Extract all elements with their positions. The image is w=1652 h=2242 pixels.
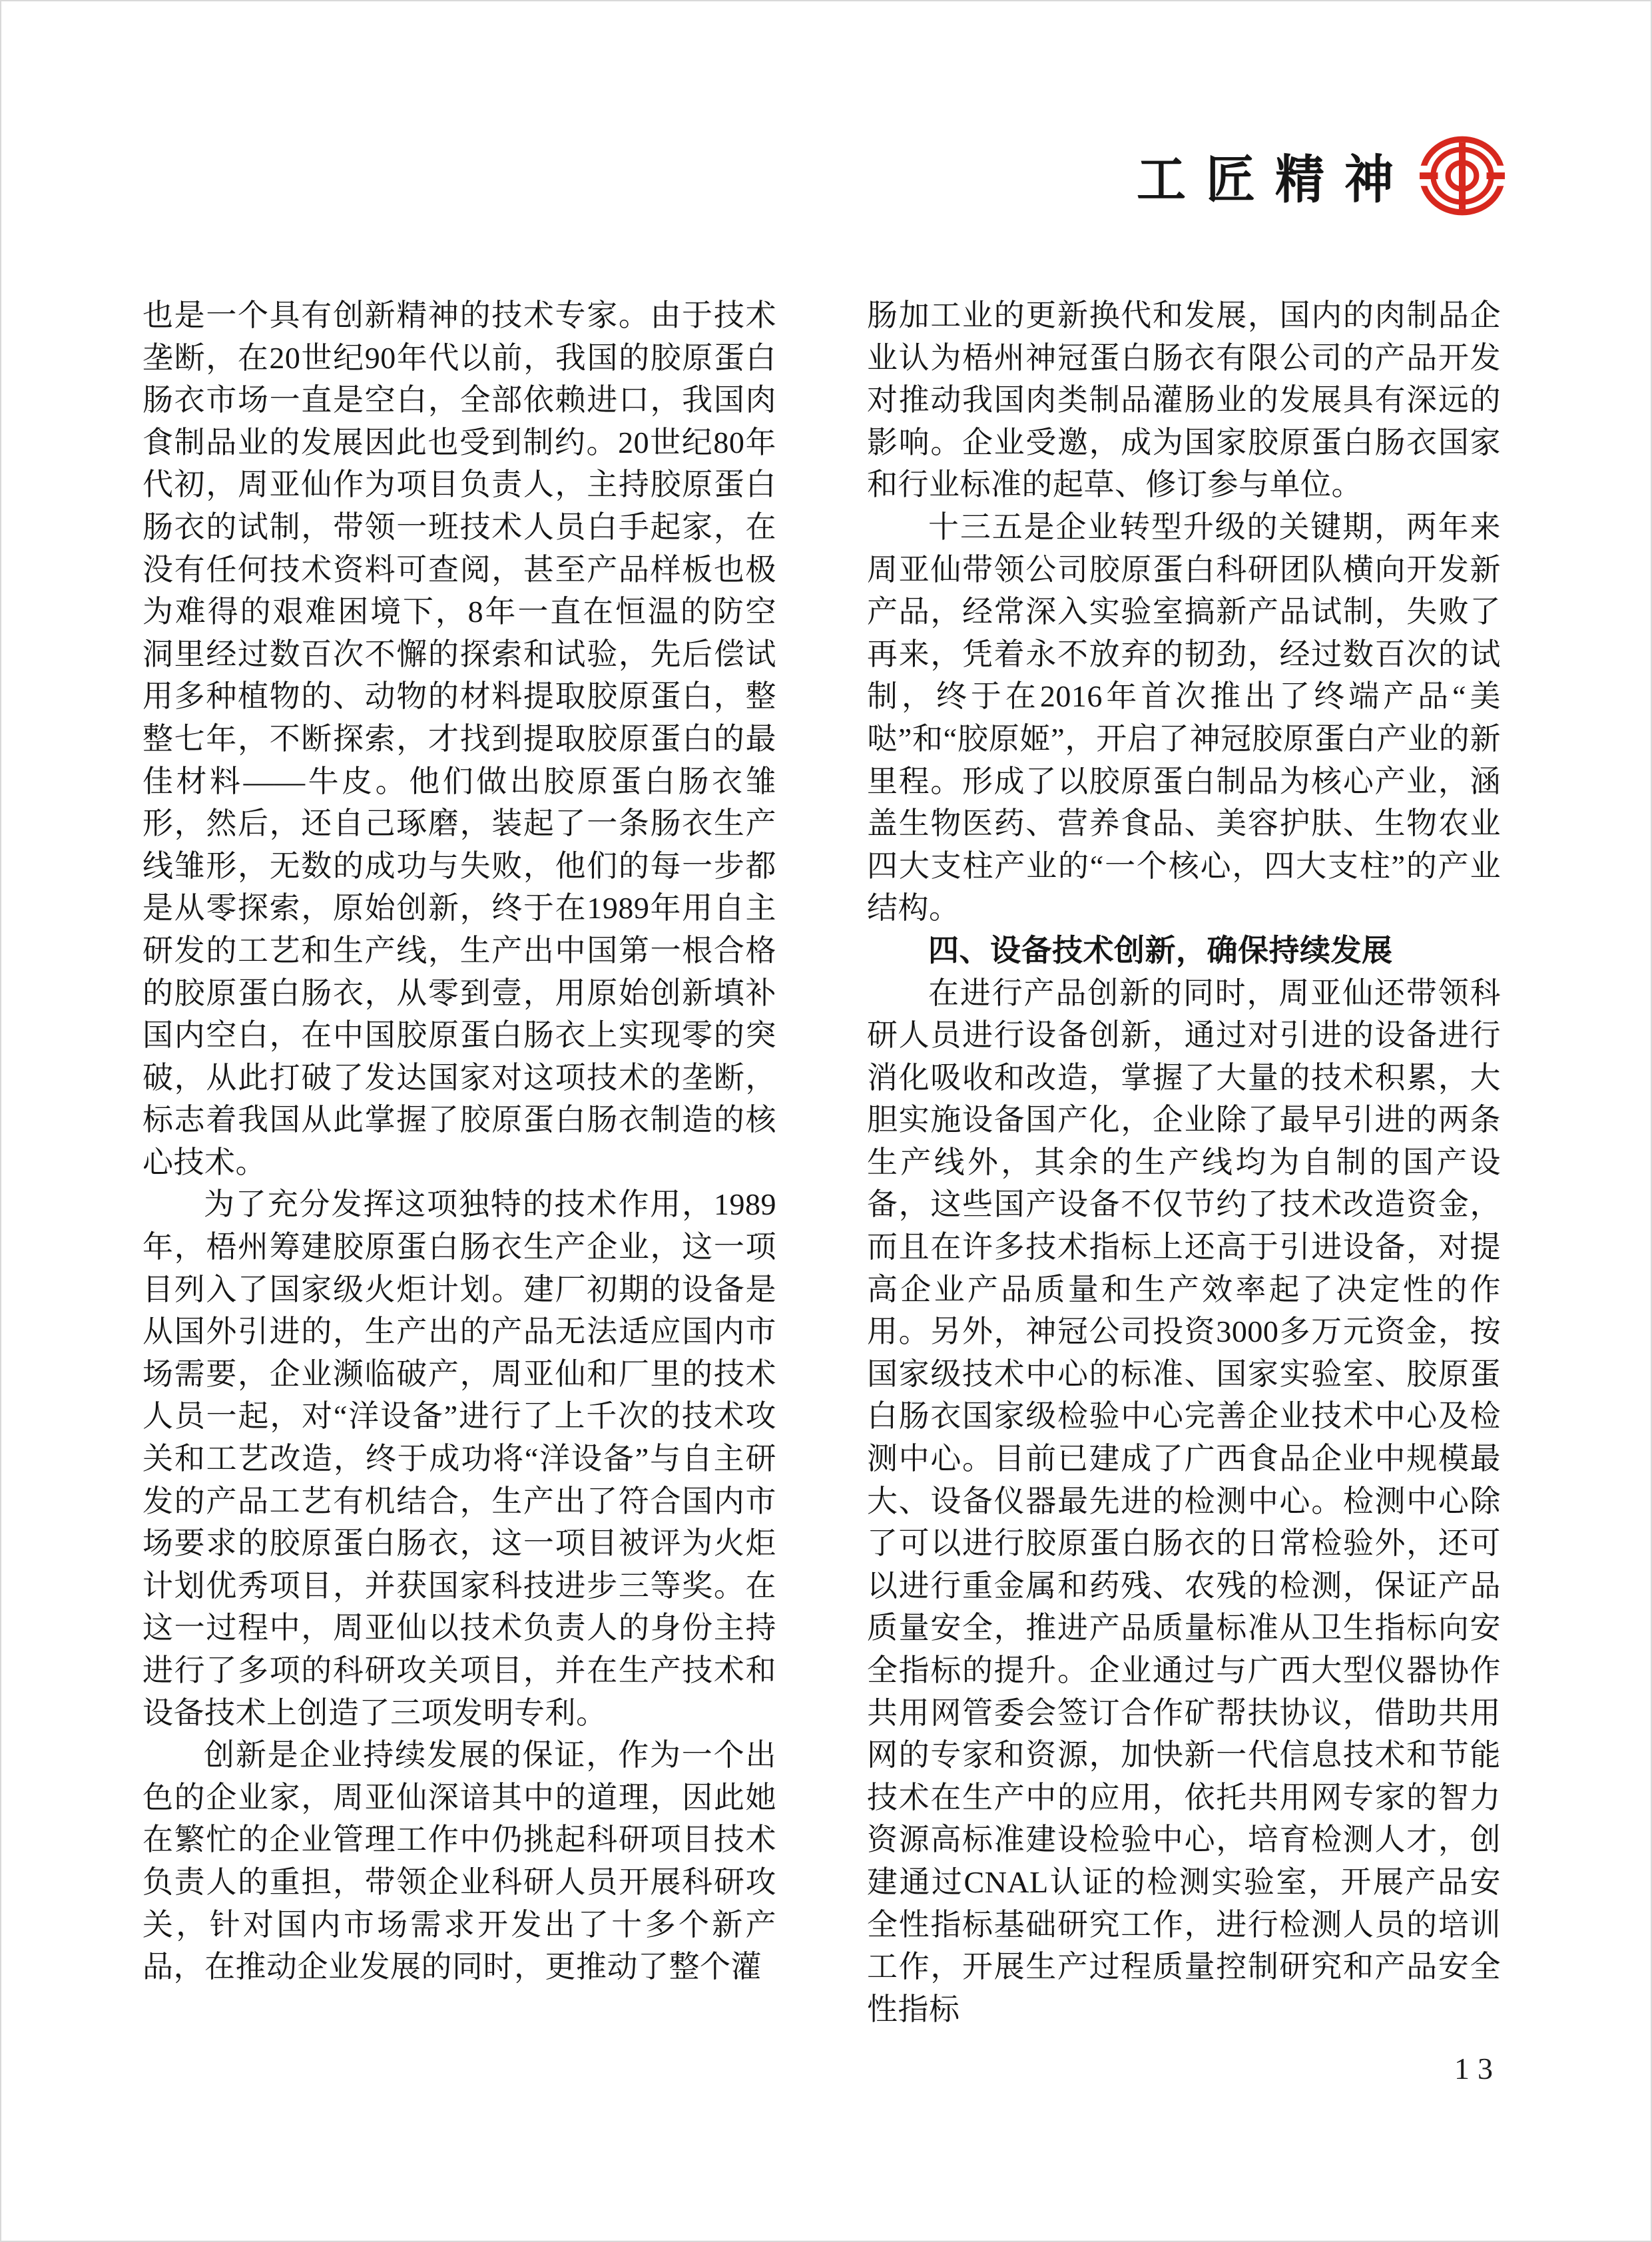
body-paragraph: 在进行产品创新的同时，周亚仙还带领科研人员进行设备创新，通过对引进的设备进行消化吸收和改造，掌握了大量的技术积累，大胆实施设备国产化，企业除了最早引进的两条生产线外，其余的生产线均为自制的国产设备，这些国产设备不仅节约了技术改造资金，而且在许多技术指标上还高于引进设备，对提高企业产品质量和生产效率起了决定性的作用。另外，神冠公司投资3000多万元资金，按国家级技术中心的标准、国家实验室、胶原蛋白肠衣国家级检验中心完善企业技术中心及检测中心。目前已建成了广西食品企业中规模最大、设备仪器最先进的检测中心。检测中心除了可以进行胶原蛋白肠衣的日常检验外，还可以进行重金属和药残、农残的检测，保证产品质量安全，推进产品质量标准从卫生指标向安全指标的提升。企业通过与广西大型仪器协作共用网管委会签订合作矿帮扶协议，借助共用网的专家和资源，加快新一代信息技术和节能技术在生产中的应用，依托共用网专家的智力资源高标准建设检验中心，培育检测人才，创建通过CNAL认证的检测实验室，开展产品安全性指标基础研究工作，进行检测人员的培训工作，开展生产过程质量控制研究和产品安全性指标 xyxy=(867,976,1501,2026)
trade-union-emblem-icon xyxy=(1418,135,1507,217)
page-header-title: 工匠精神 xyxy=(1137,150,1414,210)
page-header xyxy=(1137,135,1507,217)
right-text-column xyxy=(867,294,1501,2030)
body-paragraph: 也是一个具有创新精神的技术专家。由于技术垄断，在20世纪90年代以前，我国的胶原蛋白肠衣市场一直是空白，全部依赖进口，我国肉食制品业的发展因此也受到制约。20世纪80年代初，周亚仙作为项目负责人，主持胶原蛋白肠衣的试制，带领一班技术人员白手起家，在没有任何技术资料可查阅，甚至产品样板也极为难得的艰难困境下，8年一直在恒温的防空洞里经过数百次不懈的探索和试验，先后偿试用多种植物的、动物的材料提取胶原蛋白，整整七年，不断探索，才找到提取胶原蛋白的最佳材料——牛皮。他们做出胶原蛋白肠衣雏形，然后，还自己琢磨，装起了一条肠衣生产线雏形，无数的成功与失败，他们的每一步都是从零探索，原始创新，终于在1989年用自主研发的工艺和生产线，生产出中国第一根合格的胶原蛋白肠衣，从零到壹，用原始创新填补国内空白，在中国胶原蛋白肠衣上实现零的突破，从此打破了发达国家对这项技术的垄断，标志着我国从此掌握了胶原蛋白肠衣制造的核心技术。 xyxy=(142,298,777,1179)
page-number: 13 xyxy=(1454,2052,1501,2086)
body-paragraph: 十三五是企业转型升级的关键期，两年来周亚仙带领公司胶原蛋白科研团队横向开发新产品，经常深入实验室搞新产品试制，失败了再来，凭着永不放弃的韧劲，经过数百次的试制，终于在2016年首次推出了终端产品“美哒”和“胶原姬”，开启了神冠胶原蛋白产业的新里程。形成了以胶原蛋白制品为核心产业，涵盖生物医药、营养食品、美容护肤、生物农业四大支柱产业的“一个核心，四大支柱”的产业结构。 xyxy=(867,509,1501,926)
section-heading: 四、设备技术创新，确保持续发展 xyxy=(928,932,1393,968)
body-paragraph: 为了充分发挥这项独特的技术作用，1989年，梧州筹建胶原蛋白肠衣生产企业，这一项目列入了国家级火炬计划。建厂初期的设备是从国外引进的，生产出的产品无法适应国内市场需要，企业濒临破产，周亚仙和厂里的技术人员一起，对“洋设备”进行了上千次的技术攻关和工艺改造，终于成功将“洋设备”与自主研发的产品工艺有机结合，生产出了符合国内市场要求的胶原蛋白肠衣，这一项目被评为火炬计划优秀项目，并获国家科技进步三等奖。在这一过程中，周亚仙以技术负责人的身份主持进行了多项的科研攻关项目，并在生产技术和设备技术上创造了三项发明专利。 xyxy=(142,1187,776,1730)
body-paragraph: 创新是企业持续发展的保证，作为一个出色的企业家，周亚仙深谙其中的道理，因此她在繁忙的企业管理工作中仍挑起科研项目技术负责人的重担，带领企业科研人员开展科研攻关，针对国内市场需求开发出了十多个新产品，在推动企业发展的同时，更推动了整个灌 xyxy=(142,1738,776,1984)
body-paragraph: 肠加工业的更新换代和发展，国内的肉制品企业认为梧州神冠蛋白肠衣有限公司的产品开发对推动我国肉类制品灌肠业的发展具有深远的影响。企业受邀，成为国家胶原蛋白肠衣国家和行业标准的起草、修订参与单位。 xyxy=(867,298,1501,502)
left-text-column xyxy=(142,294,776,1988)
